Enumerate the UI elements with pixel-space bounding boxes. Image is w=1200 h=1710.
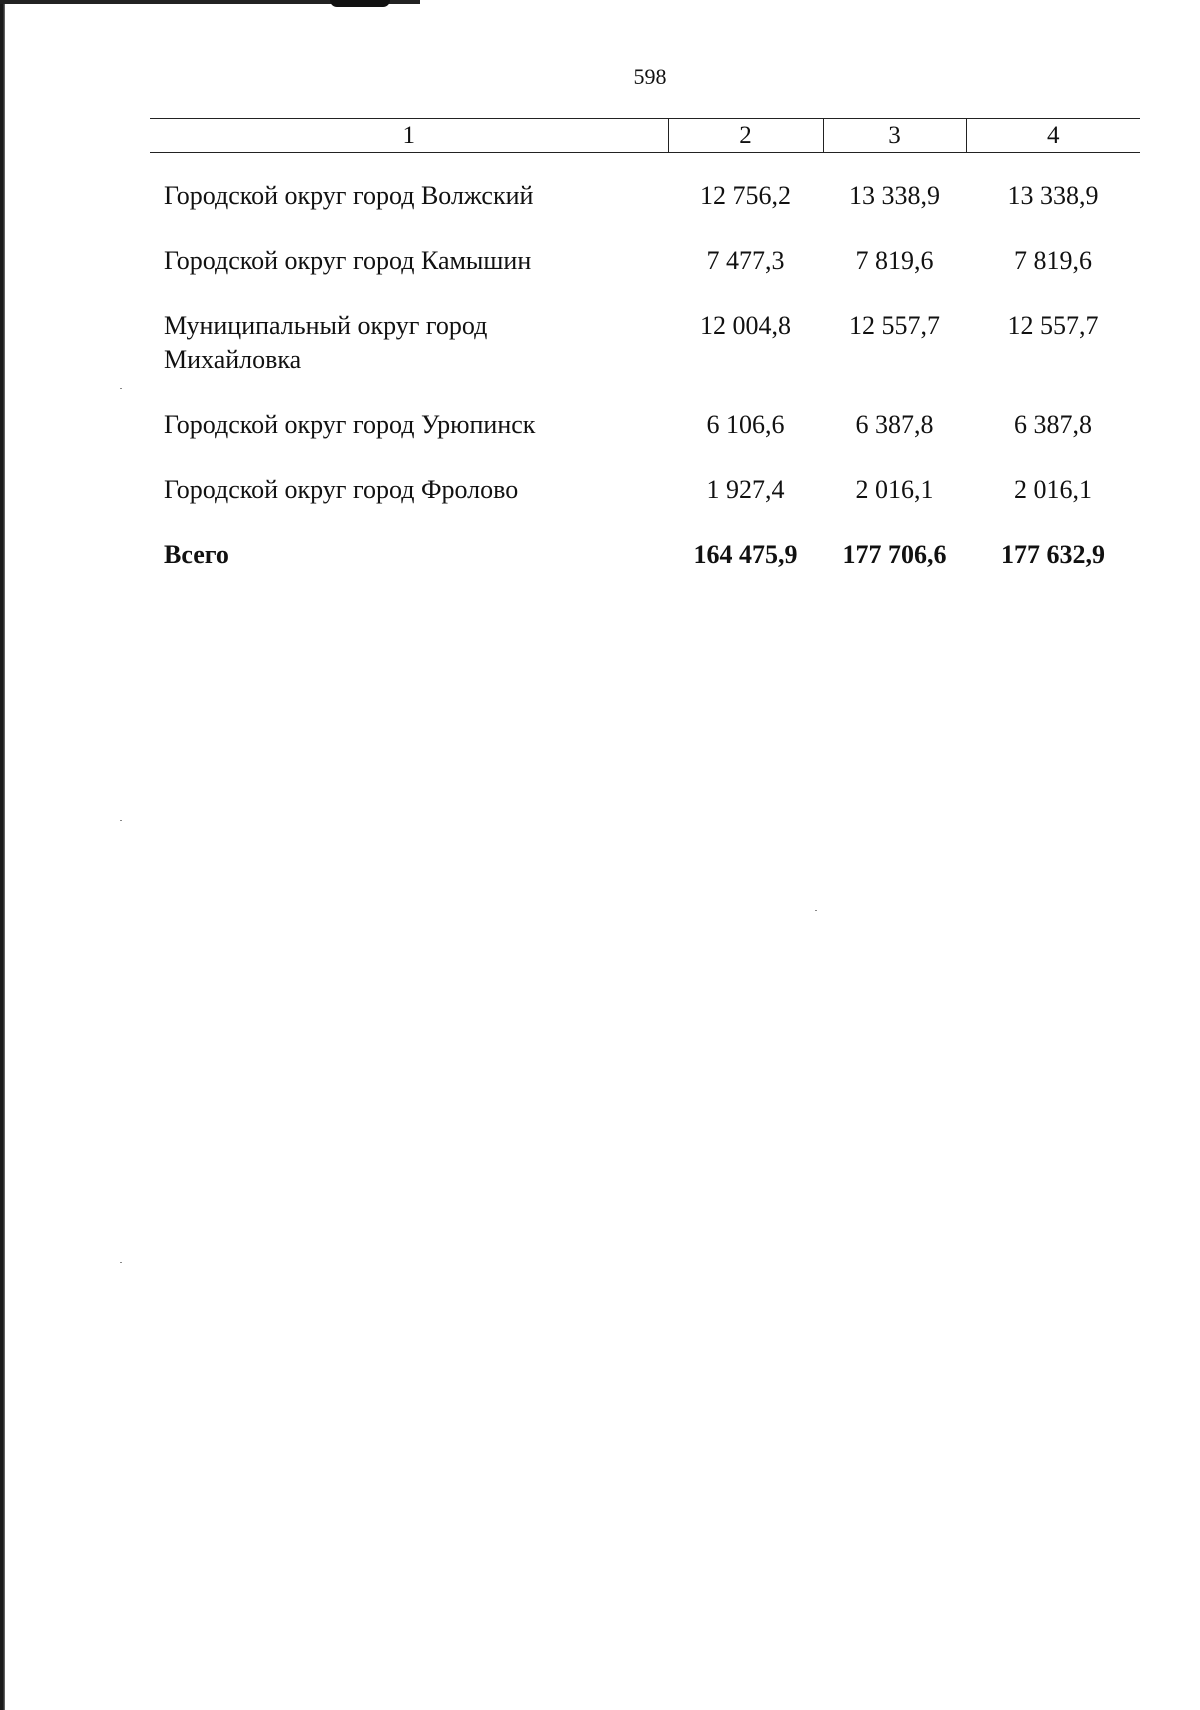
- total-value-col4: 177 632,9: [1001, 540, 1105, 569]
- row-value-col2: 7 477,3: [706, 246, 785, 275]
- header-col-2: 2: [668, 119, 823, 153]
- row-value-col4: 6 387,8: [1014, 410, 1092, 439]
- scan-speck: [815, 910, 817, 911]
- row-value-col4: 13 338,9: [1007, 181, 1099, 210]
- table-row: [150, 179, 1140, 244]
- row-name: Муниципальный округ город Михайловка: [164, 311, 488, 374]
- scan-speck: [120, 388, 122, 389]
- table-row: [150, 408, 1140, 473]
- table-row: [150, 309, 1140, 408]
- scan-edge: [0, 0, 5, 1710]
- row-value-col3: 12 557,7: [849, 311, 940, 340]
- scan-speck: [120, 1262, 122, 1263]
- total-label: Всего: [164, 540, 229, 569]
- table-total-row: [150, 538, 1140, 572]
- row-value-col3: 2 016,1: [855, 475, 934, 504]
- table-header: [150, 118, 1140, 153]
- row-name: Городской округ город Урюпинск: [164, 410, 536, 439]
- header-col-4: 4: [966, 119, 1140, 153]
- budget-table: [150, 118, 1140, 572]
- total-value-col2: 164 475,9: [693, 540, 798, 569]
- header-col-3: 3: [823, 119, 966, 153]
- row-value-col3: 7 819,6: [855, 246, 934, 275]
- row-value-col3: 6 387,8: [855, 410, 934, 439]
- row-value-col2: 12 756,2: [700, 181, 791, 210]
- row-value-col2: 12 004,8: [700, 311, 791, 340]
- table-row: [150, 473, 1140, 538]
- row-name: Городской округ город Камышин: [164, 246, 532, 275]
- scan-mark-blob: [330, 0, 390, 7]
- header-col-1: 1: [150, 119, 668, 153]
- scan-speck: [120, 820, 122, 821]
- row-name: Городской округ город Фролово: [164, 475, 519, 504]
- row-value-col4: 7 819,6: [1014, 246, 1092, 275]
- page-number: 598: [633, 64, 667, 89]
- row-value-col4: 12 557,7: [1007, 311, 1099, 340]
- table-row: [150, 244, 1140, 309]
- total-value-col3: 177 706,6: [842, 540, 947, 569]
- row-value-col3: 13 338,9: [849, 181, 940, 210]
- row-value-col2: 1 927,4: [706, 475, 785, 504]
- row-name: Городской округ город Волжский: [164, 181, 534, 210]
- row-value-col2: 6 106,6: [706, 410, 785, 439]
- row-value-col4: 2 016,1: [1014, 475, 1092, 504]
- table-body: [150, 179, 1140, 572]
